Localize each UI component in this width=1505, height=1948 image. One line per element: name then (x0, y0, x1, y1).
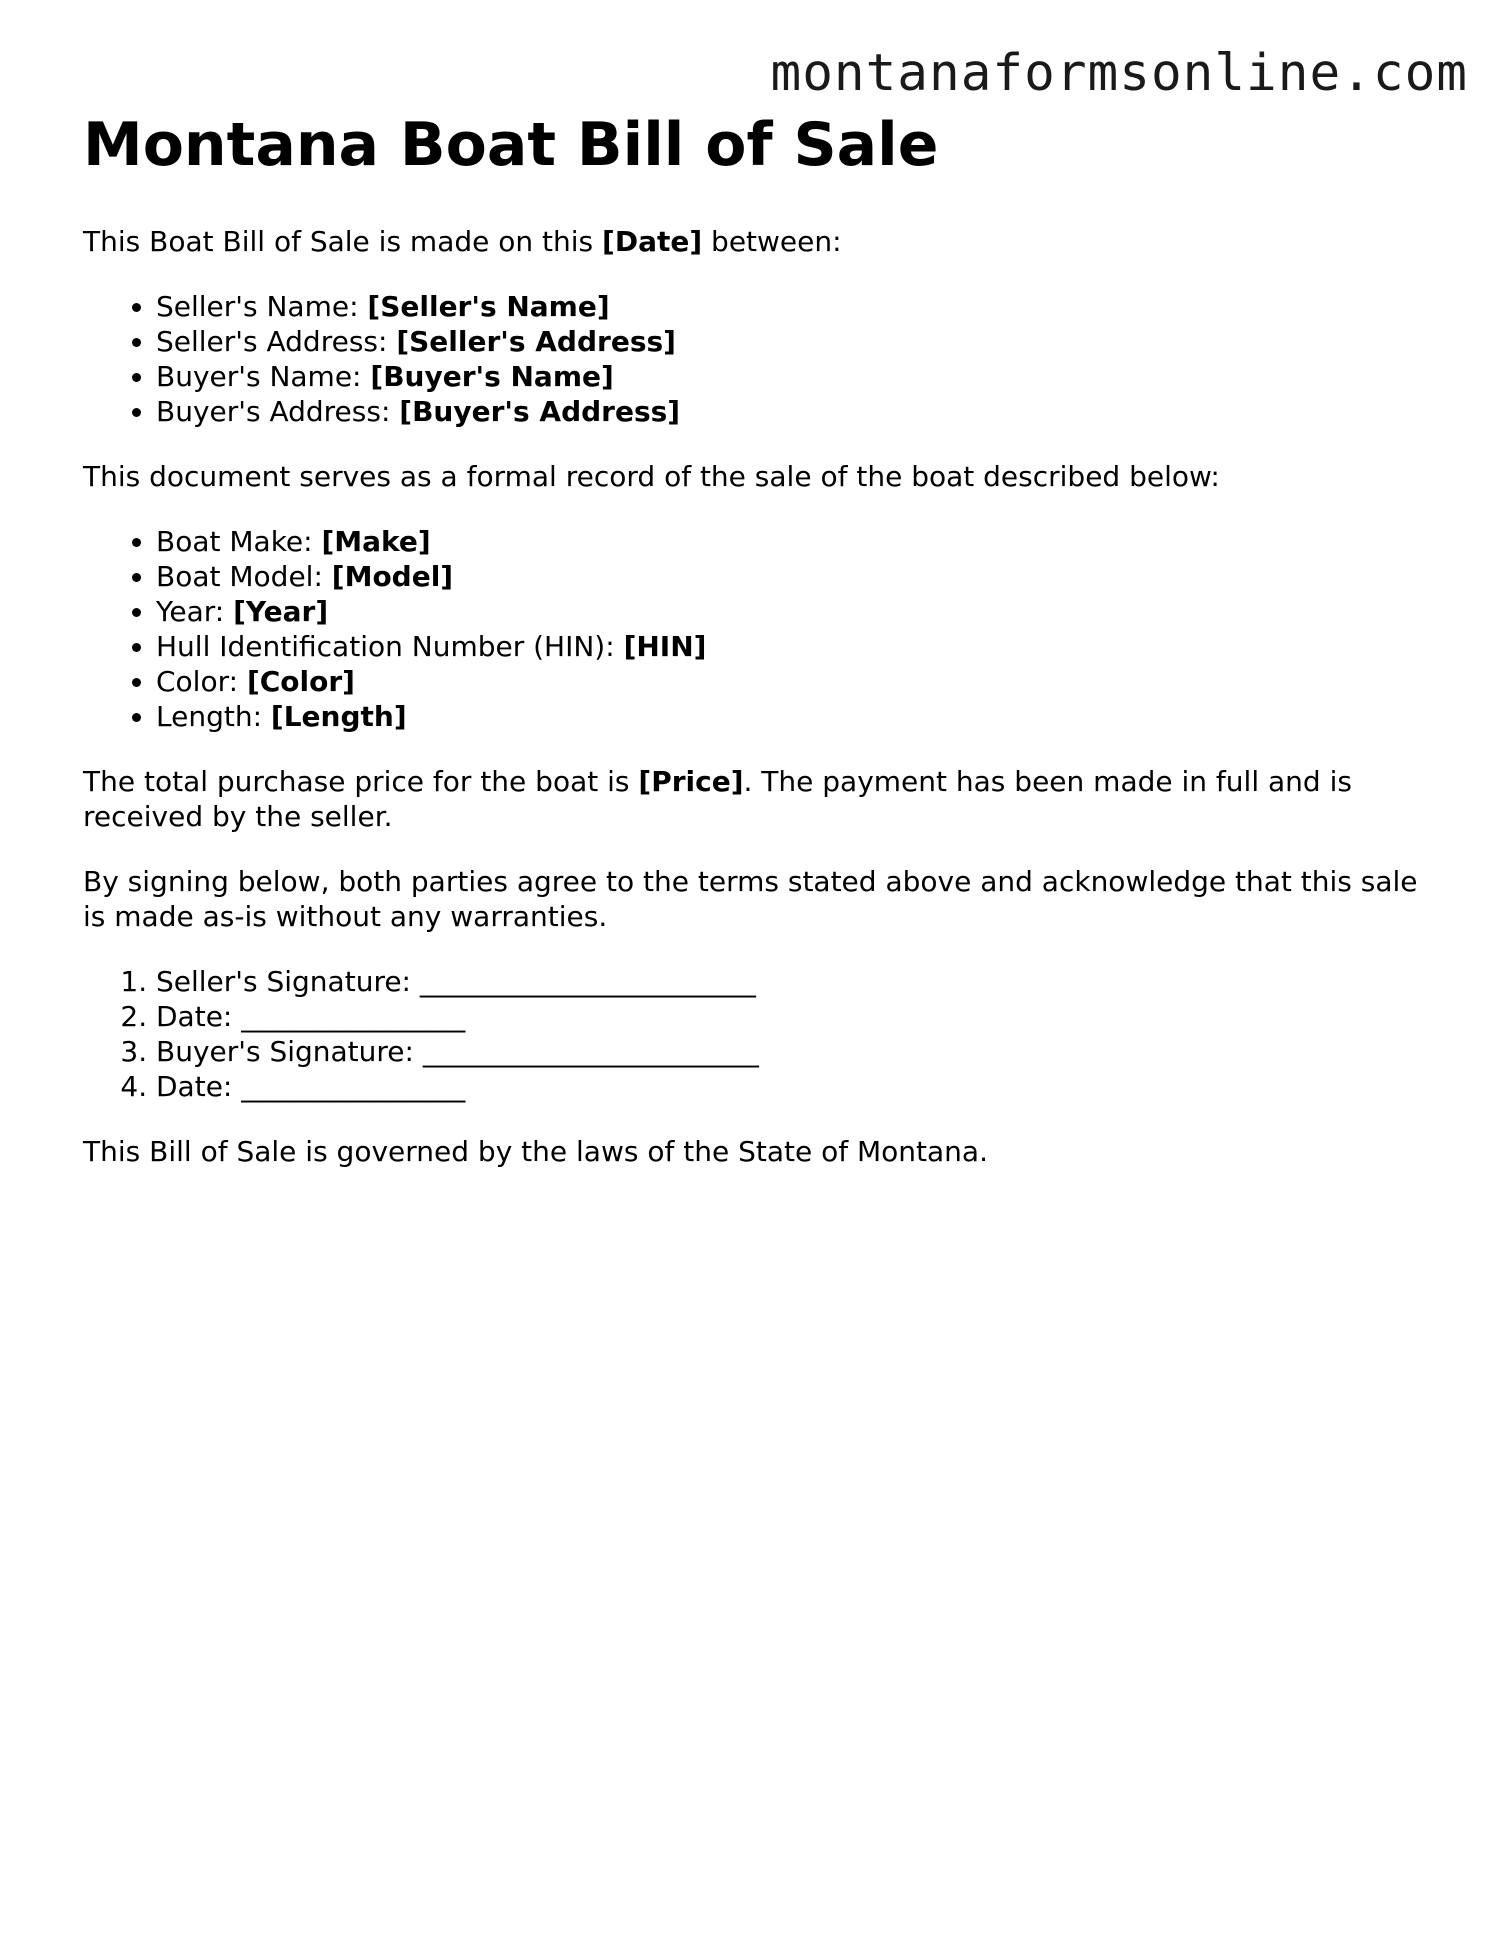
field-placeholder: [HIN] (623, 630, 707, 663)
price-paragraph (83, 764, 1423, 834)
field-placeholder: [Length] (270, 700, 407, 733)
boat-details-list (83, 524, 1423, 734)
date-placeholder: [Date] (602, 225, 703, 258)
field-placeholder: [Seller's Name] (367, 290, 610, 323)
signature-line-seller: 1. Seller's Signature: ________________________ (156, 964, 1423, 999)
field-placeholder: [Year] (233, 595, 329, 628)
site-watermark: montanaformsonline.com (770, 44, 1468, 103)
field-placeholder: [Color] (246, 665, 355, 698)
list-item (156, 359, 1423, 394)
document-page (83, 110, 1423, 1199)
list-item (156, 394, 1423, 429)
field-label: Length: (156, 700, 271, 733)
agreement-paragraph: By signing below, both parties agree to the terms stated above and acknowledge that this sale is made as-is without any warranties. (83, 865, 1418, 933)
field-label: Seller's Address: (156, 325, 397, 358)
list-item (156, 559, 1423, 594)
field-label: Boat Make: (156, 525, 322, 558)
field-label: Seller's Name: (156, 290, 368, 323)
signature-list (83, 964, 1423, 1104)
signature-line-buyer: 3. Buyer's Signature: ________________________ (156, 1034, 1423, 1069)
field-placeholder: [Seller's Address] (396, 325, 676, 358)
field-label: Boat Model: (156, 560, 332, 593)
field-placeholder: [Make] (321, 525, 431, 558)
record-paragraph: This document serves as a formal record of the sale of the boat described below: (83, 460, 1220, 493)
list-item (156, 289, 1423, 324)
list-item (156, 324, 1423, 359)
field-label: Buyer's Name: (156, 360, 371, 393)
intro-text: This Boat Bill of Sale is made on this (83, 225, 603, 258)
signature-date-buyer: 4. Date: ________________ (156, 1069, 1423, 1104)
page-title: Montana Boat Bill of Sale (83, 110, 939, 180)
list-item (156, 629, 1423, 664)
field-label: Year: (156, 595, 234, 628)
intro-text-end: between: (702, 225, 842, 258)
field-placeholder: [Buyer's Address] (399, 395, 681, 428)
field-label: Buyer's Address: (156, 395, 400, 428)
field-placeholder: [Model] (331, 560, 454, 593)
list-item (156, 524, 1423, 559)
price-placeholder: [Price] (638, 765, 744, 798)
field-label: Color: (156, 665, 247, 698)
intro-paragraph (83, 224, 1423, 259)
list-item (156, 699, 1423, 734)
list-item (156, 664, 1423, 699)
governing-law-paragraph: This Bill of Sale is governed by the laws of the State of Montana. (83, 1135, 988, 1168)
price-text: The total purchase price for the boat is (83, 765, 639, 798)
price-text-end: . The payment has been made in full and is received by the seller. (83, 765, 1352, 833)
field-placeholder: [Buyer's Name] (370, 360, 614, 393)
parties-list (83, 289, 1423, 429)
field-label: Hull Identification Number (HIN): (156, 630, 624, 663)
list-item (156, 594, 1423, 629)
signature-date-seller: 2. Date: ________________ (156, 999, 1423, 1034)
